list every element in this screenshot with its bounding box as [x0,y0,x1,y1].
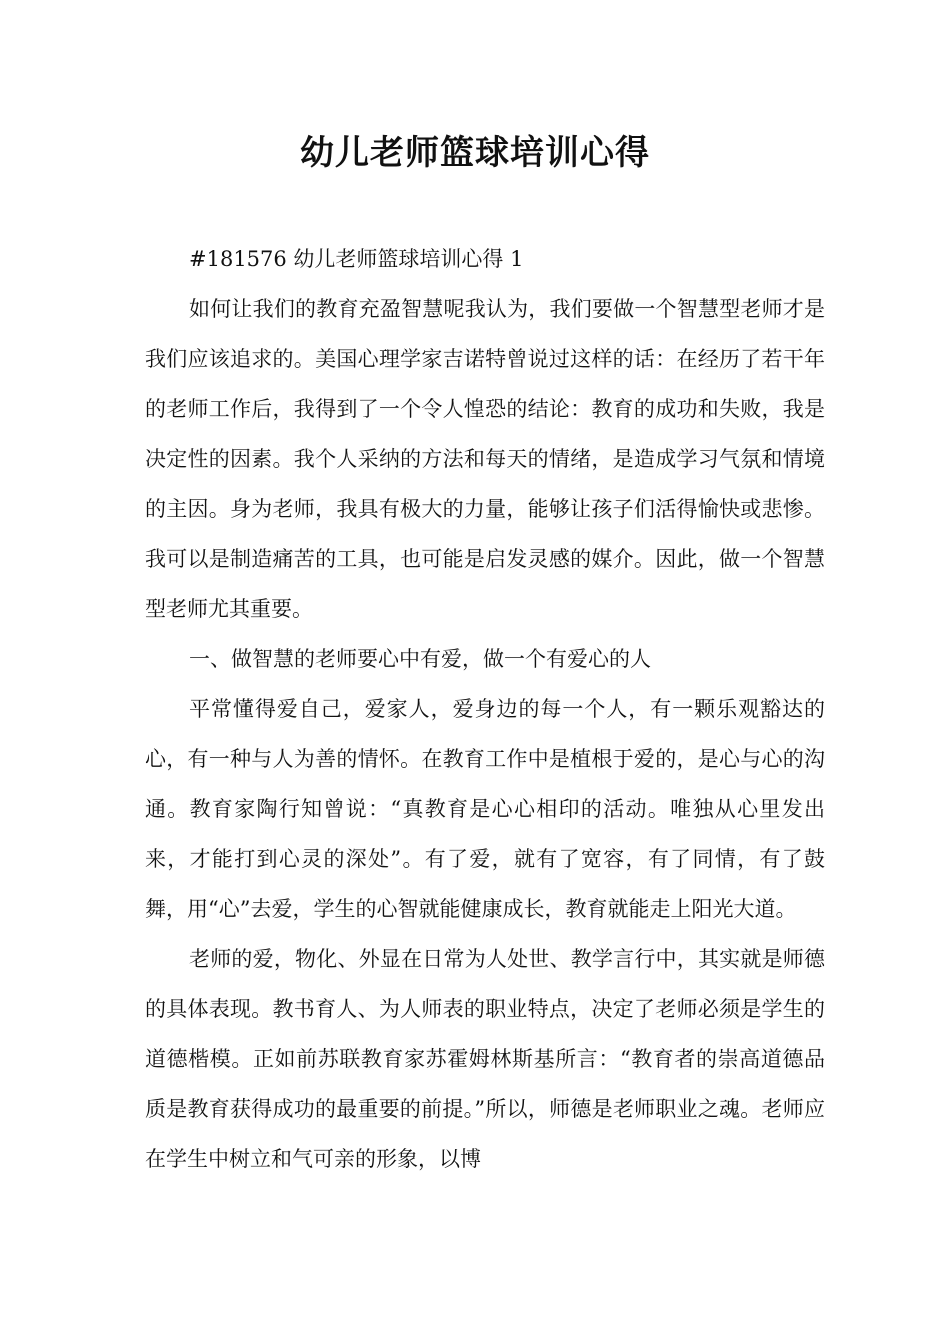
document-title: 幼儿老师篮球培训心得 [300,133,650,173]
paragraph: 老师的爱，物化、外显在日常为人处世、教学言行中，其实就是师德的具体表现。教书育人、为人师表的职业特点，决定了老师必须是学生的道德楷模。正如前苏联教育家苏霍姆林斯基所言：“教育者的崇高道德品质是教育获得成功的最重要的前提。”所以，师德是老师职业之魂。老师应在学生中树立和气可亲的形象，以博 [145,947,825,1171]
paragraph: 平常懂得爱自己，爱家人，爱身边的每一个人，有一颗乐观豁达的心，有一种与人为善的情怀。在教育工作中是植根于爱的，是心与心的沟通。教育家陶行知曾说：“真教育是心心相印的活动。唯独从心里发出来，才能打到心灵的深处”。有了爱，就有了宽容，有了同情，有了鼓舞，用“心”去爱，学生的心智就能健康成长，教育就能走上阳光大道。 [145,697,825,921]
paragraph: 如何让我们的教育充盈智慧呢我认为，我们要做一个智慧型老师才是我们应该追求的。美国心理学家吉诺特曾说过这样的话：在经历了若干年的老师工作后，我得到了一个令人惶恐的结论：教育的成功和失败，我是决定性的因素。我个人采纳的方法和每天的情绪，是造成学习气氛和情境的主因。身为老师，我具有极大的力量，能够让孩子们活得愉快或悲惨。我可以是制造痛苦的工具，也可能是启发灵感的媒介。因此，做一个智慧型老师尤其重要。 [145,297,825,621]
document-subtitle: #181576 幼儿老师篮球培训心得 1 [189,247,524,271]
document-body [145,234,825,1184]
section-heading: 一、做智慧的老师要心中有爱，做一个有爱心的人 [189,647,651,671]
